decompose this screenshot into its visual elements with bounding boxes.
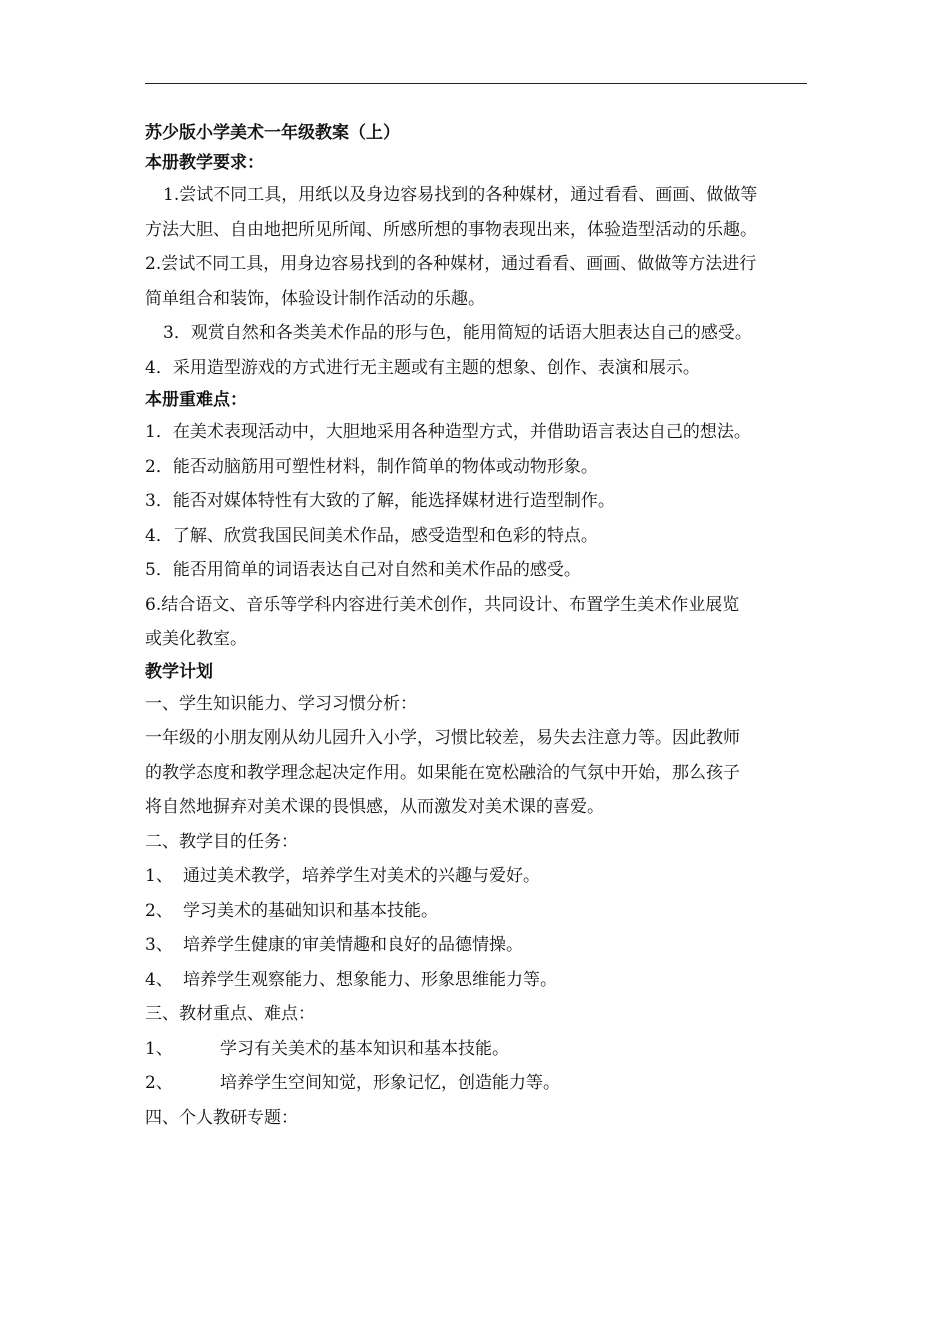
analysis-line-3: 将自然地摒弃对美术课的畏惧感，从而激发对美术课的喜爱。	[145, 797, 604, 817]
analysis-line-1: 一年级的小朋友刚从幼儿园升入小学，习惯比较差，易失去注意力等。因此教师	[145, 728, 740, 748]
objective-number: 1、	[145, 866, 173, 886]
objective-item	[145, 963, 817, 998]
analysis-line-2: 的教学态度和教学理念起决定作用。如果能在宽松融洽的气氛中开始，那么孩子	[145, 762, 740, 783]
section-heading-requirements: 本册教学要求：	[145, 153, 264, 173]
objective-text: 培养学生健康的审美情趣和良好的品德情操。	[183, 935, 523, 955]
objective-item	[145, 928, 817, 963]
objective-item	[145, 894, 817, 929]
plan-subheading-research-topic: 四、个人教研专题：	[145, 1107, 298, 1128]
requirement-2-line-2: 简单组合和装饰，体验设计制作活动的乐趣。	[145, 288, 485, 309]
key-point-1: 1．在美术表现活动中，大胆地采用各种造型方式，并借助语言表达自己的想法。	[145, 422, 751, 442]
header-rule	[145, 83, 807, 84]
key-point-6-line-1: 6.结合语文、音乐等学科内容进行美术创作，共同设计、布置学生美术作业展览	[145, 594, 740, 615]
requirement-1-line-1: 1.尝试不同工具，用纸以及身边容易找到的各种媒材，通过看看、画画、做做等	[163, 185, 758, 205]
requirement-3: 3．观赏自然和各类美术作品的形与色，能用简短的话语大胆表达自己的感受。	[163, 323, 752, 343]
key-point-2: 2．能否动脑筋用可塑性材料，制作简单的物体或动物形象。	[145, 456, 598, 477]
plan-subheading-textbook-focus: 三、教材重点、难点：	[145, 1004, 315, 1024]
plan-subheading-analysis: 一、学生知识能力、学习习惯分析：	[145, 693, 417, 714]
key-point-4: 4．了解、欣赏我国民间美术作品，感受造型和色彩的特点。	[145, 525, 598, 546]
focus-number: 2、	[145, 1073, 173, 1093]
key-point-6-line-2: 或美化教室。	[145, 629, 247, 649]
focus-item	[145, 1066, 817, 1101]
objective-text: 通过美术教学，培养学生对美术的兴趣与爱好。	[183, 866, 540, 886]
focus-item	[145, 1032, 817, 1067]
focus-text: 培养学生空间知觉，形象记忆，创造能力等。	[220, 1073, 560, 1093]
section-heading-key-points: 本册重难点：	[145, 390, 247, 410]
objective-number: 4、	[145, 969, 173, 990]
requirement-2-line-1: 2.尝试不同工具，用身边容易找到的各种媒材，通过看看、画画、做做等方法进行	[145, 254, 757, 274]
section-heading-teaching-plan: 教学计划	[145, 661, 213, 682]
objective-text: 培养学生观察能力、想象能力、形象思维能力等。	[183, 969, 557, 990]
key-point-3: 3．能否对媒体特性有大致的了解，能选择媒材进行造型制作。	[145, 491, 615, 511]
objective-item	[145, 859, 817, 894]
key-point-5: 5．能否用简单的词语表达自己对自然和美术作品的感受。	[145, 560, 581, 580]
focus-text: 学习有关美术的基本知识和基本技能。	[220, 1038, 509, 1059]
plan-subheading-objectives: 二、教学目的任务：	[145, 831, 298, 852]
objective-number: 2、	[145, 900, 173, 921]
requirement-1-line-2: 方法大胆、自由地把所见所闻、所感所想的事物表现出来，体验造型活动的乐趣。	[145, 219, 757, 240]
objective-number: 3、	[145, 935, 173, 955]
requirement-4: 4．采用造型游戏的方式进行无主题或有主题的想象、创作、表演和展示。	[145, 357, 700, 378]
document-title: 苏少版小学美术一年级教案（上）	[145, 123, 400, 143]
objective-text: 学习美术的基础知识和基本技能。	[183, 900, 438, 921]
document-body	[145, 118, 817, 1135]
focus-number: 1、	[145, 1038, 173, 1059]
